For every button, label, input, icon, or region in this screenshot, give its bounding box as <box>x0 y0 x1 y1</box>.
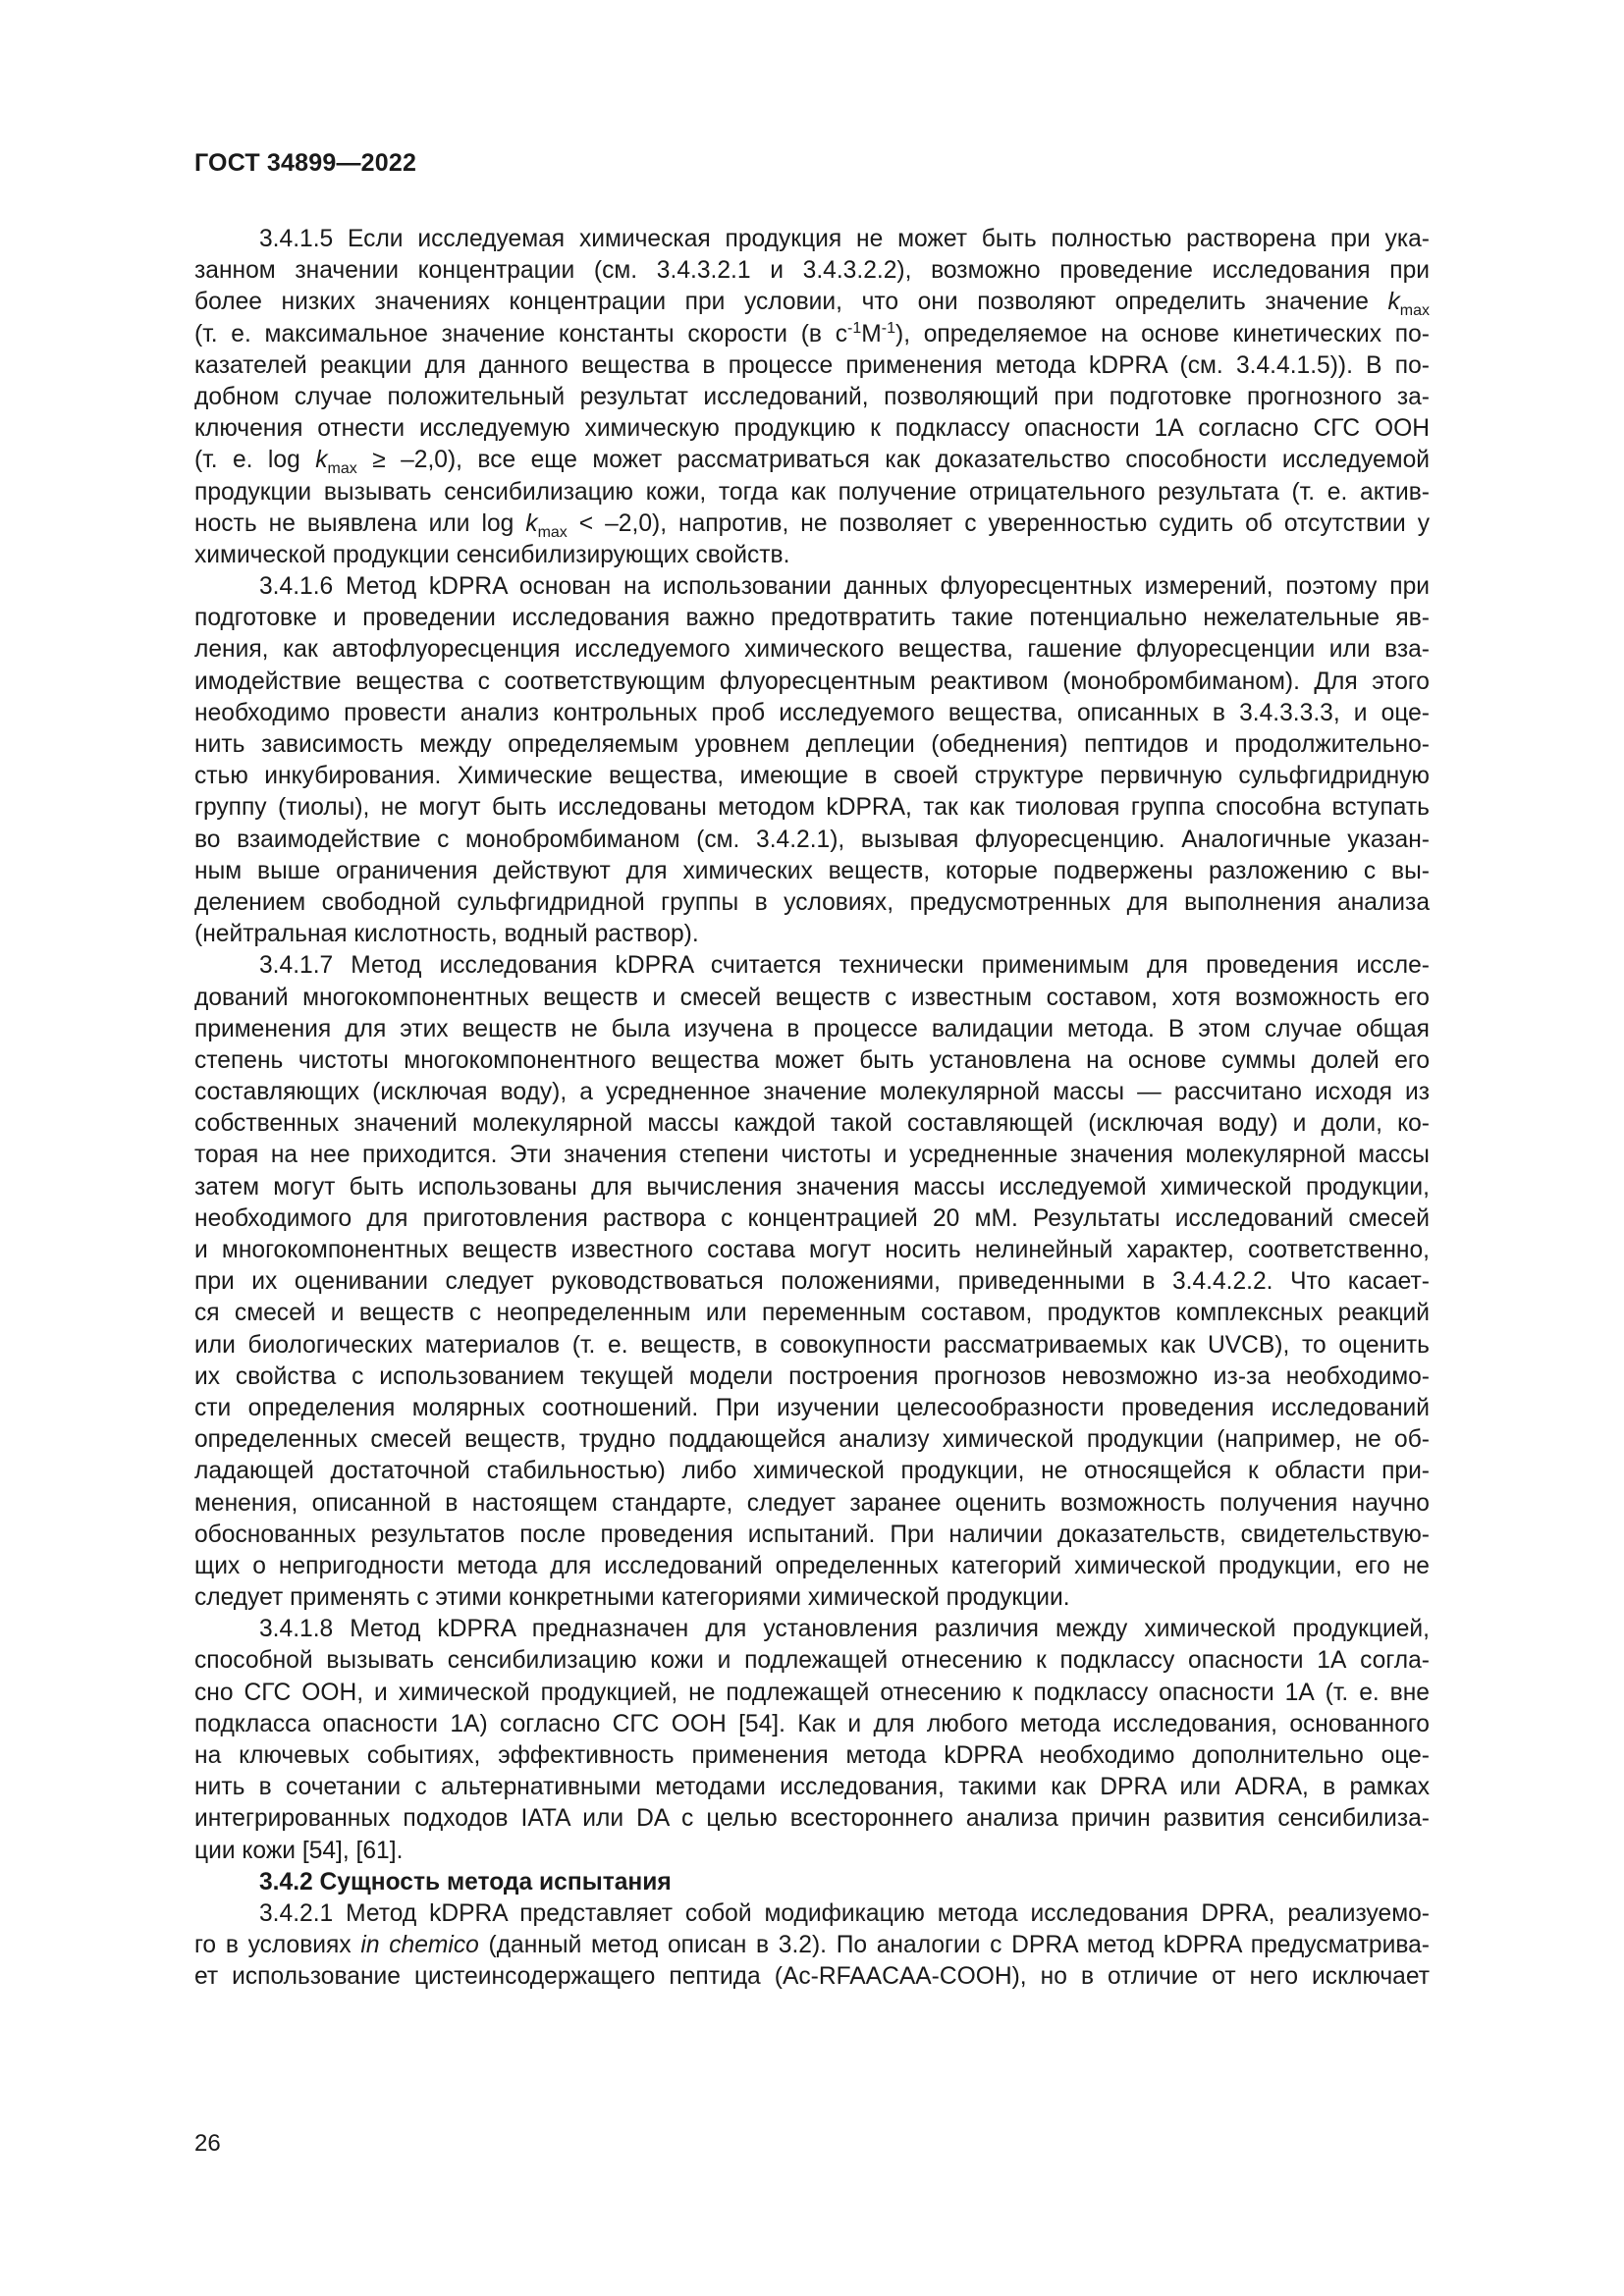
text-line: применения для этих веществ не была изучена в процессе валидации метода. В этом случае общая <box>194 1015 1430 1042</box>
text-line: сно СГС ООН, и химической продукцией, не подлежащей отнесению к подклассу опасности 1А (т. е. вне <box>194 1679 1430 1706</box>
text-line: 3.4.1.5 Если исследуемая химическая продукция не может быть полностью растворена при ука- <box>259 226 1430 252</box>
text-line: 3.4.1.6 Метод kDPRA основан на использовании данных флуоресцентных измерений, поэтому при <box>259 573 1430 601</box>
text-line: ции кожи [54], [61]. <box>194 1837 404 1864</box>
paragraph-3-4-1-8 <box>194 1614 1430 1867</box>
text-line: сти определения молярных соотношений. При изучении целесообразности проведения исследований <box>194 1394 1430 1421</box>
text-line: подкласса опасности 1А) согласно СГС ООН [54]. Как и для любого метода исследования, основанного <box>194 1710 1430 1737</box>
italic-term: in chemico <box>360 1932 479 1959</box>
text-line: способной вызывать сенсибилизацию кожи и подлежащей отнесению к подклассу опасности 1А согла- <box>194 1647 1430 1675</box>
text-line: при их оценивании следует руководствоваться положениями, приведенными в 3.4.4.2.2. Что касает- <box>194 1268 1430 1296</box>
text-line: казателей реакции для данного вещества в процессе применения метода kDPRA (см. 3.4.4.1.5)). В по- <box>194 351 1430 379</box>
text-line: делением свободной сульфгидридной группы в условиях, предусмотренных для выполнения анализа <box>194 888 1430 916</box>
text-line: определенных смесей веществ, трудно поддающейся анализу химической продукции (например, не об- <box>194 1426 1430 1454</box>
subscript: max <box>327 460 357 478</box>
text-line: группу (тиолы), не могут быть исследованы методом kDPRA, так как тиоловая группа способна вступать <box>194 794 1430 822</box>
text-line: ключения отнести исследуемую химическую продукцию к подклассу опасности 1А согласно СГС ООН <box>194 415 1430 443</box>
text-line: ладающей достаточной стабильностью) либо химической продукции, не относящейся к области при- <box>194 1458 1430 1485</box>
text-line: 3.4.2.1 Метод kDPRA представляет собой модификацию метода исследования DPRA, реализуемо- <box>259 1899 1430 1927</box>
subscript: max <box>537 523 568 541</box>
text-run: (т. е. log <box>194 447 316 474</box>
text-line: обоснованных результатов после проведения испытаний. При наличии доказательств, свидетельствую- <box>194 1521 1430 1548</box>
text-run: М <box>861 320 882 347</box>
text-line <box>194 508 1430 540</box>
text-line: продукции вызывать сенсибилизацию кожи, тогда как получение отрицательного результата (т. е. актив- <box>194 478 1430 506</box>
text-line: стью инкубирования. Химические вещества, имеющие в своей структуре первичную сульфгидридную <box>194 763 1430 790</box>
text-line: ным выше ограничения действуют для химических веществ, которые подвержены разложению с вы- <box>194 857 1430 884</box>
text-line: затем могут быть использованы для вычисления значения массы исследуемой химической продукции, <box>194 1173 1430 1201</box>
k-symbol: k <box>525 509 538 537</box>
text-line: степень чистоты многокомпонентного вещества может быть установлена на основе суммы долей его <box>194 1046 1430 1074</box>
text-run: (т. е. максимальное значение константы скорости (в с <box>194 320 848 347</box>
text-line: их свойства с использованием текущей модели построения прогнозов невозможно из-за необходимо- <box>194 1362 1430 1390</box>
text-line: во взаимодействие с монобромбиманом (см. 3.4.2.1), вызывая флуоресценцию. Аналогичные указан- <box>194 826 1430 853</box>
text-line: (нейтральная кислотность, водный раствор). <box>194 921 699 948</box>
text-line <box>194 1930 1430 1961</box>
text-run: более низких значениях концентрации при условии, что они позволяют определить значение <box>194 289 1388 316</box>
page-number: 26 <box>194 2130 221 2157</box>
text-line: 3.4.1.7 Метод исследования kDPRA считается технически применимым для проведения иссле- <box>259 952 1430 980</box>
text-line: составляющих (исключая воду), а усредненное значение молекулярной массы — рассчитано исходя из <box>194 1079 1430 1106</box>
superscript: -1 <box>881 319 895 337</box>
text-line: подготовке и проведении исследования важно предотвратить такие потенциально нежелательные яв- <box>194 605 1430 632</box>
text-line: на ключевых событиях, эффективность применения метода kDPRA необходимо дополнительно оце- <box>194 1742 1430 1769</box>
text-line: химической продукции сенсибилизирующих свойств. <box>194 541 790 568</box>
text-line: торая на нее приходится. Эти значения степени чистоты и усредненные значения молекулярной массы <box>194 1142 1430 1169</box>
text-line: занном значении концентрации (см. 3.4.3.2.1 и 3.4.3.2.2), возможно проведение исследования при <box>194 257 1430 285</box>
text-line: 3.4.1.8 Метод kDPRA предназначен для установления различия между химической продукцией, <box>259 1616 1430 1643</box>
text-line <box>194 319 1430 350</box>
superscript: -1 <box>847 319 862 337</box>
text-run: < –2,0), напротив, не позволяет с уверенностью судить об отсутствии у <box>567 509 1430 537</box>
k-symbol: k <box>315 447 328 474</box>
text-line: следует применять с этими конкретными категориями химической продукции. <box>194 1584 1070 1612</box>
text-line <box>194 445 1430 476</box>
subscript: max <box>1399 302 1430 320</box>
section-3-4-2 <box>194 1867 1430 1994</box>
section-heading: 3.4.2 Сущность метода испытания <box>259 1868 672 1896</box>
text-line: ления, как автофлуоресценция исследуемого химического вещества, гашение флуоресценции или вза- <box>194 636 1430 664</box>
text-run: ), определяемое на основе кинетических по- <box>895 320 1430 347</box>
text-line: собственных значений молекулярной массы каждой такой составляющей (исключая воду) и доли, ко- <box>194 1110 1430 1138</box>
text-line: щих о непригодности метода для исследований определенных категорий химической продукции, его не <box>194 1552 1430 1579</box>
text-run: (данный метод описан в 3.2). По аналогии с DPRA метод kDPRA предусматрива- <box>478 1932 1430 1959</box>
text-run: ≥ –2,0), все еще может рассматриваться как доказательство способности исследуемой <box>356 447 1431 474</box>
text-line: нить в сочетании с альтернативными методами исследования, такими как DPRA или ADRA, в рамках <box>194 1774 1430 1801</box>
text-run: ность не выявлена или log <box>194 509 526 537</box>
paragraph-3-4-1-6 <box>194 571 1430 950</box>
text-line: интегрированных подходов IATA или DA с целью всестороннего анализа причин развития сенсибилиза- <box>194 1805 1430 1833</box>
text-line: дований многокомпонентных веществ и смесей веществ с известным составом, хотя возможность его <box>194 984 1430 1011</box>
text-line: ет использование цистеинсодержащего пептида (Ac-RFAACAA-COOH), но в отличие от него исключает <box>194 1963 1430 1991</box>
document-body <box>194 224 1430 1994</box>
paragraph-3-4-1-7 <box>194 950 1430 1614</box>
text-line: нить зависимость между определяемым уровнем деплеции (обеднения) пептидов и продолжительно- <box>194 731 1430 758</box>
document-header: ГОСТ 34899—2022 <box>194 149 417 177</box>
text-line: имодействие вещества с соответствующим флуоресцентным реактивом (монобромбиманом). Для этого <box>194 667 1430 695</box>
text-line: или биологических материалов (т. е. веществ, в совокупности рассматриваемых как UVCB), то оценить <box>194 1331 1430 1359</box>
text-line: необходимого для приготовления раствора с концентрацией 20 мМ. Результаты исследований смесей <box>194 1204 1430 1232</box>
text-line: добном случае положительный результат исследований, позволяющий при подготовке прогнозного за- <box>194 383 1430 410</box>
text-line: менения, описанной в настоящем стандарте, следует заранее оценить возможность получения научно <box>194 1489 1430 1517</box>
text-line: необходимо провести анализ контрольных проб исследуемого вещества, описанных в 3.4.3.3.3, и оце- <box>194 699 1430 726</box>
text-line: ся смесей и веществ с неопределенным или переменным составом, продуктов комплексных реакций <box>194 1300 1430 1327</box>
text-run: го в условиях <box>194 1932 361 1959</box>
text-line <box>194 287 1430 318</box>
k-symbol: k <box>1387 289 1400 316</box>
paragraph-3-4-1-5 <box>194 224 1430 571</box>
text-line: и многокомпонентных веществ известного состава могут носить нелинейный характер, соответственно, <box>194 1237 1430 1263</box>
